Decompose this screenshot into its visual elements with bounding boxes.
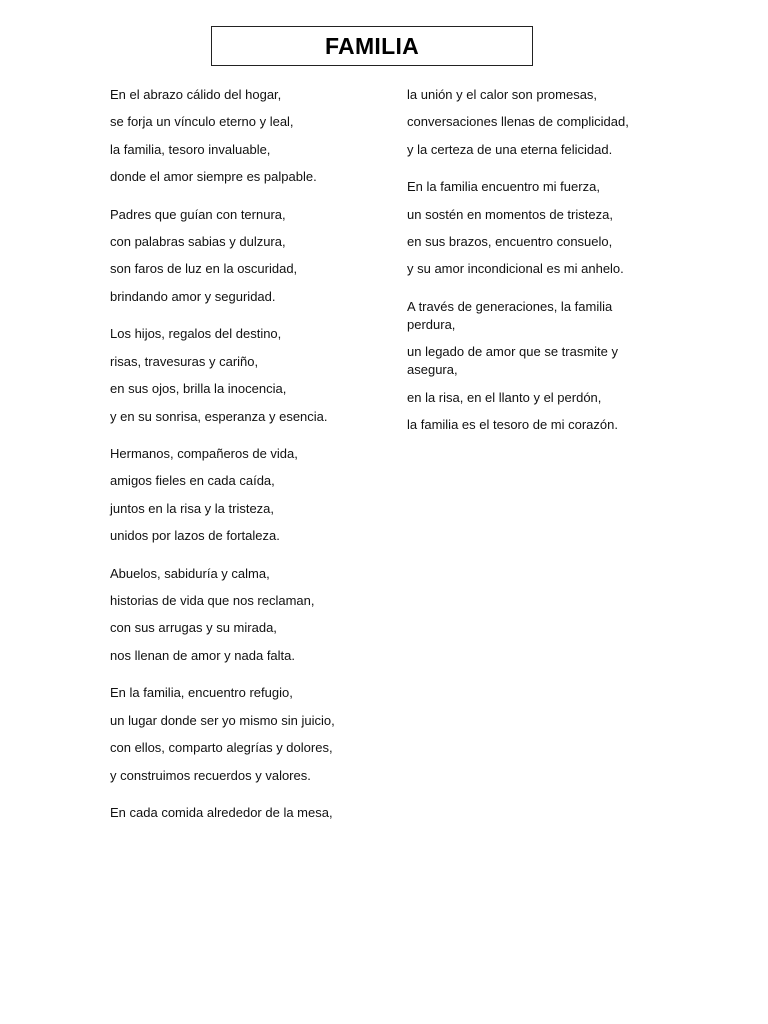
poem-line: risas, travesuras y cariño, [110, 353, 259, 369]
page-title: FAMILIA [324, 32, 420, 59]
poem-line: Los hijos, regalos del destino, [110, 326, 282, 342]
poem-line: En cada comida alrededor de la mesa, [110, 805, 333, 821]
poem-line: con sus arrugas y su mirada, [110, 620, 277, 636]
stanza [110, 206, 380, 306]
stanza [407, 298, 637, 434]
poem-line: en la risa, en el llanto y el perdón, [407, 389, 602, 405]
poem-line: se forja un vínculo eterno y leal, [110, 114, 294, 130]
poem-line: historias de vida que nos reclaman, [110, 593, 315, 609]
poem-line: En la familia encuentro mi fuerza, [407, 179, 600, 195]
poem-column-right [407, 86, 637, 434]
poem-line: con palabras sabias y dulzura, [110, 234, 286, 250]
poem-line: la familia, tesoro invaluable, [110, 141, 271, 157]
poem-line: y construimos recuerdos y valores. [110, 767, 311, 783]
poem-line: En el abrazo cálido del hogar, [110, 87, 282, 102]
poem-line: amigos fieles en cada caída, [110, 473, 275, 489]
poem-line: A través de generaciones, la familia perdura, [407, 298, 613, 332]
poem-line: Abuelos, sabiduría y calma, [110, 565, 270, 581]
poem-line: con ellos, comparto alegrías y dolores, [110, 740, 333, 756]
poem-line: juntos en la risa y la tristeza, [110, 500, 275, 516]
poem-line: y la certeza de una eterna felicidad. [407, 141, 613, 157]
poem-line: la familia es el tesoro de mi corazón. [407, 417, 618, 433]
poem-column-left [110, 86, 380, 822]
poem-line: son faros de luz en la oscuridad, [110, 261, 298, 277]
poem-line: y en su sonrisa, esperanza y esencia. [110, 408, 328, 424]
stanza [110, 804, 380, 822]
poem-line: un legado de amor que se trasmite y asegura, [407, 344, 619, 378]
poem-line: nos llenan de amor y nada falta. [110, 647, 296, 663]
title-box [211, 26, 533, 66]
poem-line: un sostén en momentos de tristeza, [407, 206, 613, 222]
stanza [407, 178, 637, 278]
poem-line: brindando amor y seguridad. [110, 288, 276, 304]
poem-line: conversaciones llenas de complicidad, [407, 114, 629, 130]
poem-line: donde el amor siempre es palpable. [110, 169, 317, 185]
poem-line: y su amor incondicional es mi anhelo. [407, 261, 624, 277]
stanza [110, 445, 380, 545]
poem-line: Padres que guían con ternura, [110, 206, 286, 222]
poem-line: unidos por lazos de fortaleza. [110, 528, 280, 544]
poem-line: en sus brazos, encuentro consuelo, [407, 234, 613, 250]
poem-line: Hermanos, compañeros de vida, [110, 446, 298, 462]
stanza [110, 684, 380, 784]
poem-line: en sus ojos, brilla la inocencia, [110, 381, 287, 397]
stanza [110, 86, 380, 186]
poem-line: la unión y el calor son promesas, [407, 87, 598, 102]
stanza [110, 565, 380, 665]
stanza [407, 86, 637, 159]
poem-line: un lugar donde ser yo mismo sin juicio, [110, 712, 335, 728]
poem-line: En la familia, encuentro refugio, [110, 685, 293, 701]
stanza [110, 325, 380, 425]
